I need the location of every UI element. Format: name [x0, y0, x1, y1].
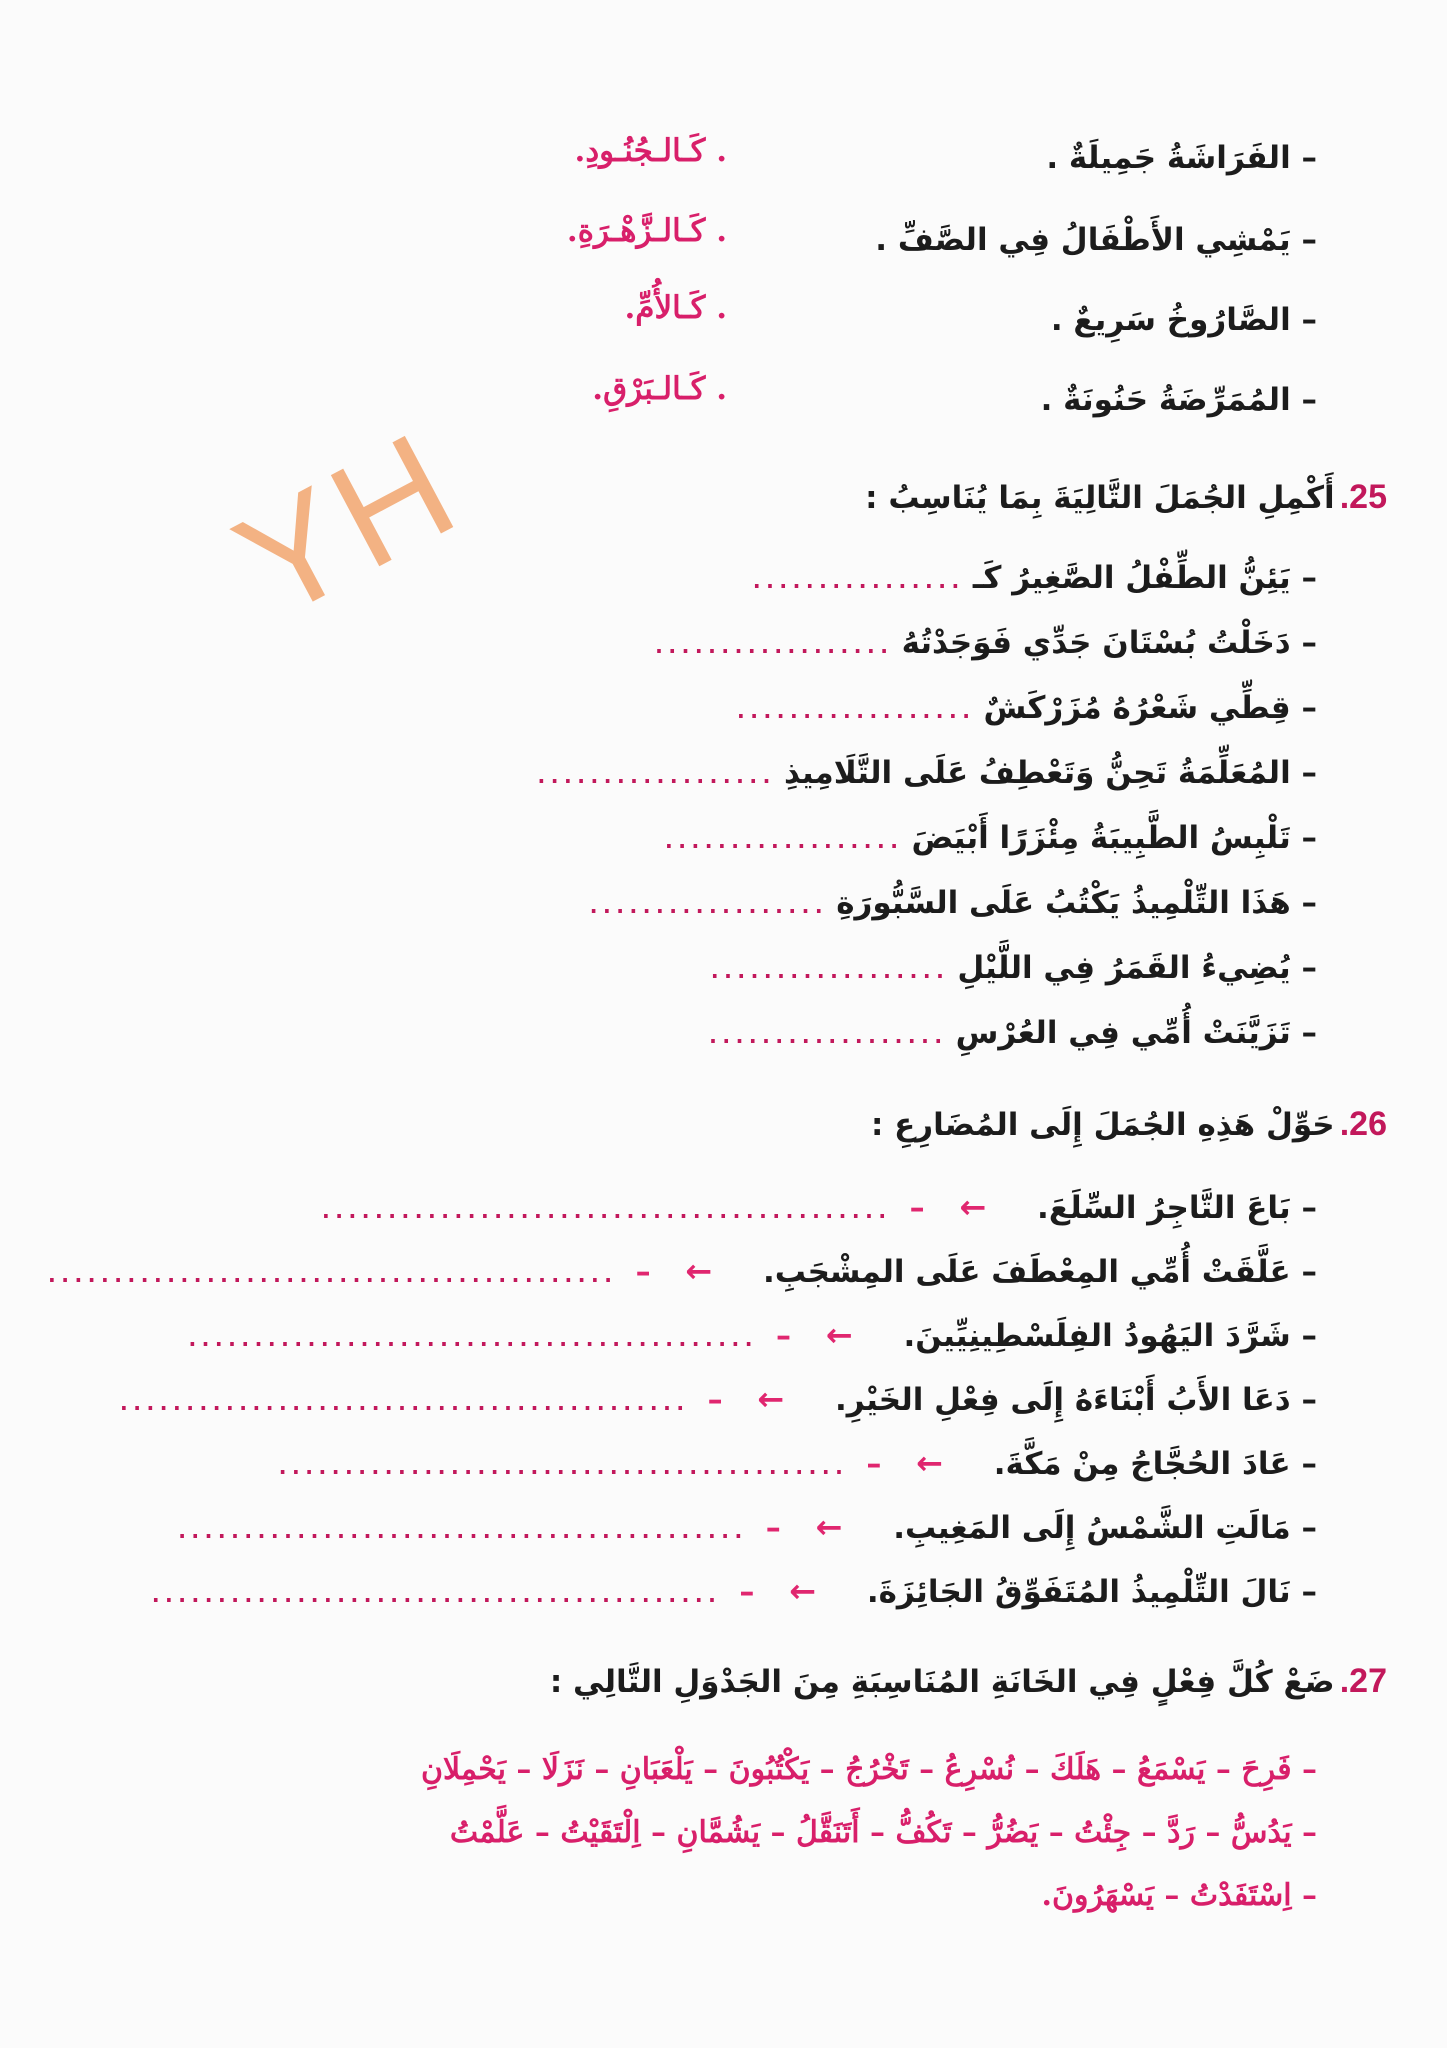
ex26-item-text: – عَلَّقَتْ أُمِّي المِعْطَفَ عَلَى المِشْجَبِ. [763, 1254, 1317, 1290]
ex25-item-text: – تَزَيَّنَتْ أُمِّي فِي العُرْسِ [955, 1015, 1317, 1051]
answer-dash: – [776, 1319, 792, 1354]
ex26-item-3 [186, 1316, 1317, 1354]
ex25-item-7 [708, 950, 1317, 986]
ex25-answer-dots[interactable]: .................. [586, 894, 826, 919]
ex26-answer-dots[interactable]: ........................................... [276, 1455, 846, 1480]
arrow-left-icon: ← [825, 1316, 853, 1354]
ex25-title: أَكْمِلِ الجُمَلَ التَّالِيَةَ بِمَا يُنَاسِبُ : [865, 480, 1335, 516]
simile-left-4: . كَـالـبَرْقِ. [592, 371, 727, 407]
ex25-answer-dots[interactable]: .................. [652, 634, 891, 659]
answer-dash: – [866, 1447, 882, 1482]
ex26-answer-dots[interactable]: ........................................... [149, 1583, 719, 1608]
ex25-answer-dots[interactable]: .................. [706, 1024, 945, 1049]
simile-right-2: – يَمْشِي الأَطْفَالُ فِي الصَّفِّ . [875, 222, 1317, 258]
ex25-item-5 [662, 820, 1317, 856]
ex26-item-text: – دَعَا الأَبُ أَبْنَاءَهُ إِلَى فِعْلِ الخَيْرِ. [835, 1382, 1317, 1418]
simile-right-4: – المُمَرِّضَةُ حَنُونَةٌ . [1040, 382, 1317, 418]
arrow-left-icon: ← [815, 1508, 843, 1546]
ex25-item-text: – يَئِنُّ الطِّفْلُ الصَّغِيرُ كَـ [972, 560, 1317, 596]
ex25-item-text: – هَذَا التِّلْمِيذُ يَكْتُبُ عَلَى السَّبُّورَةِ [836, 885, 1317, 921]
arrow-left-icon: ← [757, 1380, 785, 1418]
answer-dash: – [909, 1191, 925, 1226]
ex25-answer-dots[interactable]: .................. [708, 959, 947, 984]
ex25-number: 25. [1339, 478, 1387, 516]
ex26-answer-dots[interactable]: ........................................... [185, 1327, 756, 1352]
ex25-answer-dots[interactable]: .................. [662, 829, 901, 854]
ex26-number: 26. [1339, 1105, 1387, 1143]
ex25-item-3 [734, 690, 1317, 726]
simile-left-3: . كَـالأُمِّ. [624, 290, 727, 326]
ex26-item-text: – نَالَ التِّلْمِيذُ المُتَفَوِّقُ الجَائِزَةَ. [866, 1574, 1317, 1610]
ex27-heading [550, 1662, 1387, 1701]
ex26-item-5 [276, 1444, 1317, 1482]
arrow-left-icon: ← [789, 1572, 817, 1610]
ex26-item-text: – عَادَ الحُجَّاجُ مِنْ مَكَّةَ. [993, 1446, 1317, 1482]
ex27-title: ضَعْ كُلَّ فِعْلٍ فِي الخَانَةِ المُنَاسِبَةِ مِنَ الجَدْوَلِ التَّالِي : [549, 1664, 1335, 1700]
ex26-item-4 [117, 1380, 1317, 1418]
ex25-answer-dots[interactable]: ................ [750, 569, 963, 594]
ex26-answer-dots[interactable]: ........................................... [319, 1199, 889, 1224]
ex26-item-text: – شَرَّدَ اليَهُودُ الفِلَسْطِينِيِّينَ. [903, 1318, 1317, 1354]
ex25-heading [865, 478, 1387, 517]
simile-right-1: – الفَرَاشَةُ جَمِيلَةٌ . [1046, 140, 1317, 176]
simile-left-1: . كَـالـجُنُـودِ. [574, 133, 727, 169]
ex27-verbs-line-1: – فَرِحَ – يَسْمَعُ – هَلَكَ – نُسْرِعُ – تَخْرُجُ – يَكْتُبُونَ – يَلْعَبَانِ – نَزَلَا – يَحْمِلَانِ [420, 1752, 1317, 1787]
simile-left-2: . كَـالـزَّهْـرَةِ. [566, 213, 727, 249]
ex26-answer-dots[interactable]: ........................................... [45, 1263, 615, 1288]
arrow-left-icon: ← [685, 1252, 713, 1290]
ex25-item-2 [652, 625, 1317, 661]
answer-dash: – [765, 1511, 781, 1546]
ex27-verbs-line-2: – يَدُسُّ – رَدَّ – جِئْتُ – يَضُرُّ – تَكُفُّ – أَتَنَقَّلُ – يَشُمَّانِ – اِلْتَقَيْتُ – عَلَّمْتُ [449, 1815, 1317, 1850]
ex26-item-6 [175, 1508, 1317, 1546]
ex26-heading [871, 1105, 1387, 1144]
ex25-item-text: – دَخَلْتُ بُسْتَانَ جَدِّي فَوَجَدْتُهُ [901, 625, 1317, 661]
ex25-item-text: – يُضِيءُ القَمَرُ فِي اللَّيْلِ [957, 950, 1317, 986]
ex26-item-2 [45, 1252, 1317, 1290]
ex27-verbs-line-3: – اِسْتَفَدْتُ – يَسْهَرُونَ. [1041, 1878, 1317, 1913]
watermark-text: YH [210, 398, 485, 651]
ex25-item-text: – تَلْبِسُ الطَّبِيبَةُ مِئْزَرًا أَبْيَضَ [911, 820, 1317, 856]
ex25-item-1 [750, 560, 1317, 596]
ex26-item-text: – بَاعَ التَّاجِرُ السِّلَعَ. [1037, 1190, 1317, 1226]
arrow-left-icon: ← [916, 1444, 943, 1482]
ex26-item-text: – مَالَتِ الشَّمْسُ إِلَى المَغِيبِ. [893, 1510, 1317, 1546]
answer-dash: – [707, 1383, 723, 1418]
ex26-item-1 [319, 1188, 1317, 1226]
ex26-item-7 [149, 1572, 1317, 1610]
ex25-item-6 [587, 885, 1317, 921]
ex26-answer-dots[interactable]: ........................................... [117, 1391, 687, 1416]
ex25-item-text: – المُعَلِّمَةُ تَحِنُّ وَتَعْطِفُ عَلَى التَّلَامِيذِ [783, 755, 1317, 791]
arrow-left-icon: ← [959, 1188, 987, 1226]
ex27-number: 27. [1339, 1662, 1387, 1700]
ex25-item-text: – قِطِّي شَعْرُهُ مُزَرْكَشٌ [983, 690, 1317, 726]
answer-dash: – [739, 1575, 755, 1610]
simile-right-3: – الصَّارُوخُ سَرِيعٌ . [1050, 302, 1317, 338]
ex25-answer-dots[interactable]: .................. [734, 699, 973, 724]
ex25-item-4 [535, 755, 1317, 791]
ex26-answer-dots[interactable]: ........................................... [175, 1519, 745, 1544]
ex25-item-8 [706, 1015, 1317, 1051]
ex26-title: حَوِّلْ هَذِهِ الجُمَلَ إِلَى المُضَارِعِ : [870, 1107, 1335, 1143]
ex25-answer-dots[interactable]: .................. [534, 764, 774, 789]
answer-dash: – [635, 1255, 651, 1290]
